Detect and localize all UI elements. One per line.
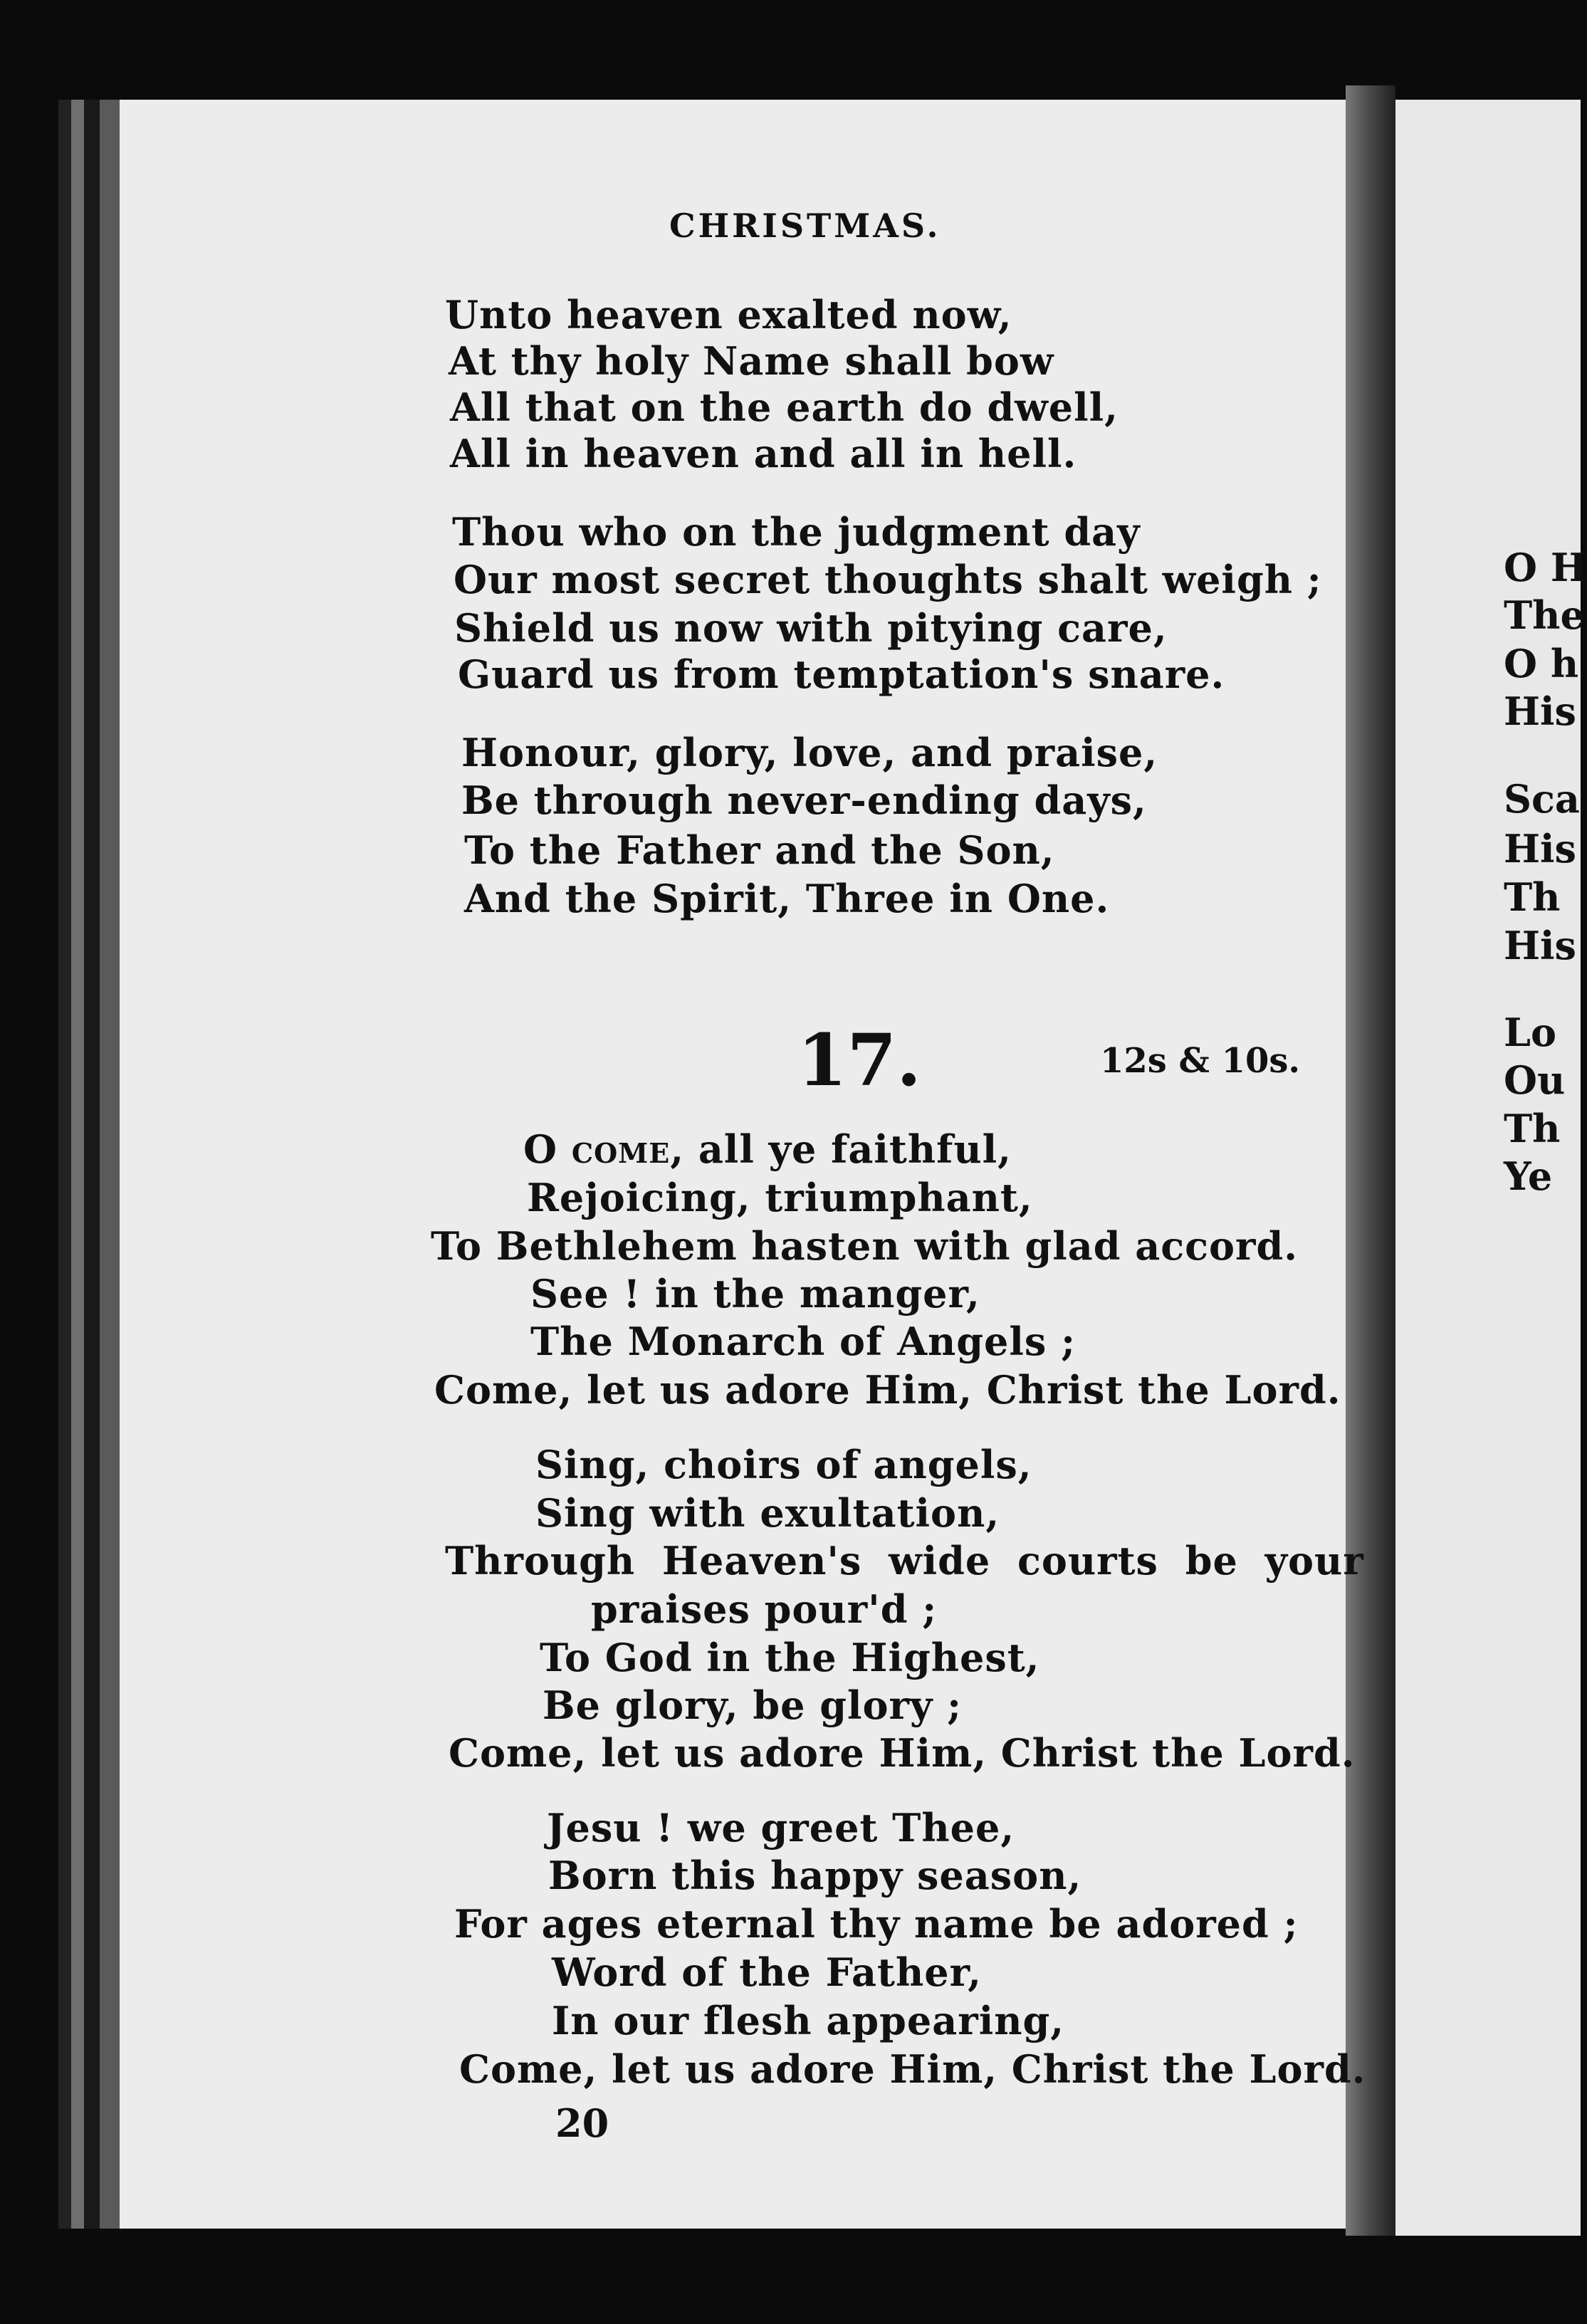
right-page-fragment: Ou [1504, 1057, 1566, 1103]
verse-line: All in heaven and all in hell. [450, 431, 1077, 476]
right-page [1395, 100, 1581, 2236]
first-word: O come, [523, 1126, 685, 1172]
page-number: 20 [555, 2100, 609, 2146]
hymn-number: 17. [797, 1018, 921, 1102]
verse-line: Be through never-ending days, [461, 778, 1147, 823]
verse-line: For ages eternal thy name be adored ; [454, 1901, 1299, 1947]
verse-line: Honour, glory, love, and praise, [461, 730, 1158, 775]
verse-line: Through Heaven's wide courts be your [445, 1538, 1364, 1584]
right-page-fragment: O h [1504, 641, 1579, 686]
right-page-fragment: Ye [1504, 1153, 1553, 1199]
right-page-fragment: Th [1504, 1106, 1561, 1151]
verse-line: To Bethlehem hasten with glad accord. [431, 1223, 1299, 1269]
verse-line: Sing, choirs of angels, [535, 1442, 1032, 1487]
verse-line: The Monarch of Angels ; [530, 1319, 1077, 1364]
right-page-fragment: Lo [1504, 1010, 1556, 1055]
verse-line: Thou who on the judgment day [452, 509, 1141, 555]
verse-line: Jesu ! we greet Thee, [547, 1805, 1015, 1851]
verse-line: praises pour'd ; [591, 1586, 938, 1632]
verse-line: Unto heaven exalted now, [445, 292, 1012, 337]
right-page-fragment: O H [1504, 545, 1587, 590]
verse-line: Be glory, be glory ; [543, 1682, 963, 1728]
verse-line: All that on the earth do dwell, [450, 384, 1119, 430]
verse-line: To God in the Highest, [540, 1635, 1040, 1680]
verse-line: Our most secret thoughts shalt weigh ; [454, 557, 1322, 602]
verse-line: At thy holy Name shall bow [449, 338, 1054, 384]
verse-line: Come, let us adore Him, Christ the Lord. [434, 1367, 1341, 1413]
verse-line: Sing with exultation, [535, 1490, 1000, 1536]
hymn-meter: 12s & 10s. [1100, 1041, 1301, 1081]
verse-line [523, 1126, 1012, 1172]
right-page-fragment: Sca [1504, 776, 1580, 822]
verse-line: Guard us from temptation's snare. [458, 651, 1225, 697]
verse-line: And the Spirit, Three in One. [464, 876, 1110, 921]
running-header: CHRISTMAS. [669, 206, 941, 245]
verse-line: Word of the Father, [552, 1949, 982, 1995]
verse-line: Shield us now with pitying care, [454, 605, 1168, 651]
verse-line: Born this happy season, [548, 1853, 1082, 1898]
verse-line: See ! in the manger, [530, 1271, 980, 1317]
right-page-fragment: His [1504, 689, 1576, 734]
book-gutter [1346, 85, 1395, 2236]
verse-line: Come, let us adore Him, Christ the Lord. [449, 1730, 1356, 1776]
right-page-fragment: The [1504, 592, 1585, 638]
verse-line: To the Father and the Son, [464, 827, 1055, 873]
verse-line: Come, let us adore Him, Christ the Lord. [459, 2046, 1366, 2092]
verse-line: In our flesh appearing, [552, 1998, 1065, 2043]
right-page-fragment: His [1504, 826, 1576, 872]
right-page-fragment: His [1504, 923, 1576, 968]
right-page-fragment: Th [1504, 874, 1561, 920]
verse-line: Rejoicing, triumphant, [527, 1175, 1033, 1220]
first-line-rest: all ye faithful, [684, 1126, 1012, 1172]
